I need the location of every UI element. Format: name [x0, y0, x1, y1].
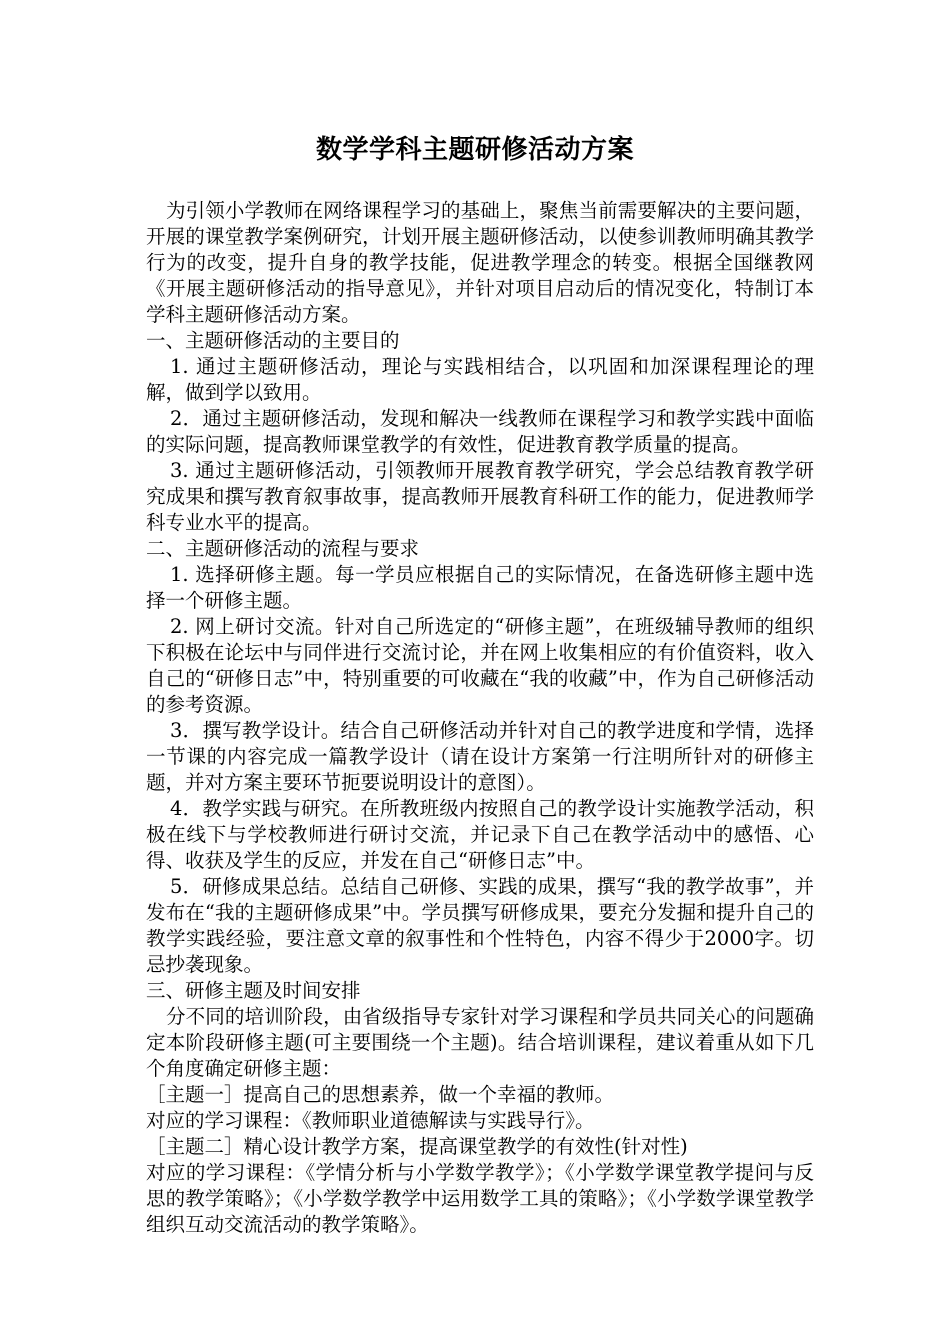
list-item: 1. 选择研修主题。每一学员应根据自己的实际情况，在备选研修主题中选择一个研修主题。: [146, 563, 814, 612]
document-title: 数学学科主题研修活动方案: [315, 135, 634, 165]
course-line: 对应的学习课程：《学情分析与小学数学教学》；《小学数学课堂教学提问与反思的教学策略》；《小学数学教学中运用数学工具的策略》；《小学数学课堂教学组织互动交流活动的教学策略》。: [146, 1161, 814, 1236]
section-paragraph: 分不同的培训阶段，由省级指导专家针对学习课程和学员共同关心的问题确定本阶段研修主题(可主要围绕一个主题)。结合培训课程，建议着重从如下几个角度确定研修主题：: [146, 1005, 814, 1080]
intro-paragraph: 为引领小学教师在网络课程学习的基础上，聚焦当前需要解决的主要问题，开展的课堂教学案例研究，计划开展主题研修活动，以使参训教师明确其教学行为的改变，提升自身的教学技能，促进教学理念的转变。根据全国继教网《开展主题研修活动的指导意见》，并针对项目启动后的情况变化，特制订本学科主题研修活动方案。: [146, 199, 814, 326]
list-item: 3. 通过主题研修活动，引领教师开展教育教学研究，学会总结教育教学研究成果和撰写教育叙事故事，提高教师开展教育科研工作的能力，促进教师学科专业水平的提高。: [146, 459, 814, 534]
list-item: 2．通过主题研修活动，发现和解决一线教师在课程学习和教学实践中面临的实际问题，提高教师课堂教学的有效性，促进教育教学质量的提高。: [146, 407, 814, 456]
section-heading-2: 二、主题研修活动的流程与要求: [146, 537, 420, 560]
topic-line: ［主题二］精心设计教学方案，提高课堂教学的有效性(针对性): [146, 1135, 688, 1158]
section-heading-3: 三、研修主题及时间安排: [146, 979, 361, 1002]
list-item: 5．研修成果总结。总结自己研修、实践的成果，撰写“我的教学故事”，并发布在“我的主题研修成果”中。学员撰写研修成果，要充分发掘和提升自己的教学实践经验，要注意文章的叙事性和个性特色，内容不得少于2000字。切忌抄袭现象。: [146, 875, 814, 976]
list-item: 2. 网上研讨交流。针对自己所选定的“研修主题”，在班级辅导教师的组织下积极在论坛中与同伴进行交流讨论，并在网上收集相应的有价值资料，收入自己的“研修日志”中，特别重要的可收藏在“我的收藏”中，作为自己研修活动的参考资源。: [146, 615, 814, 716]
list-item: 4．教学实践与研究。在所教班级内按照自己的教学设计实施教学活动，积极在线下与学校教师进行研讨交流，并记录下自己在教学活动中的感悟、心得、收获及学生的反应，并发在自己“研修日志”中。: [146, 797, 814, 872]
section-heading-1: 一、主题研修活动的主要目的: [146, 329, 400, 352]
list-item: 1. 通过主题研修活动，理论与实践相结合，以巩固和加深课程理论的理解，做到学以致用。: [146, 355, 814, 404]
list-item: 3．撰写教学设计。结合自己研修活动并针对自己的教学进度和学情，选择一节课的内容完成一篇教学设计（请在设计方案第一行注明所针对的研修主题，并对方案主要环节扼要说明设计的意图）。: [146, 719, 814, 794]
document-body: [146, 198, 814, 1238]
course-line: 对应的学习课程：《教师职业道德解读与实践导行》。: [146, 1109, 595, 1132]
topic-line: ［主题一］提高自己的思想素养，做一个幸福的教师。: [146, 1083, 615, 1106]
